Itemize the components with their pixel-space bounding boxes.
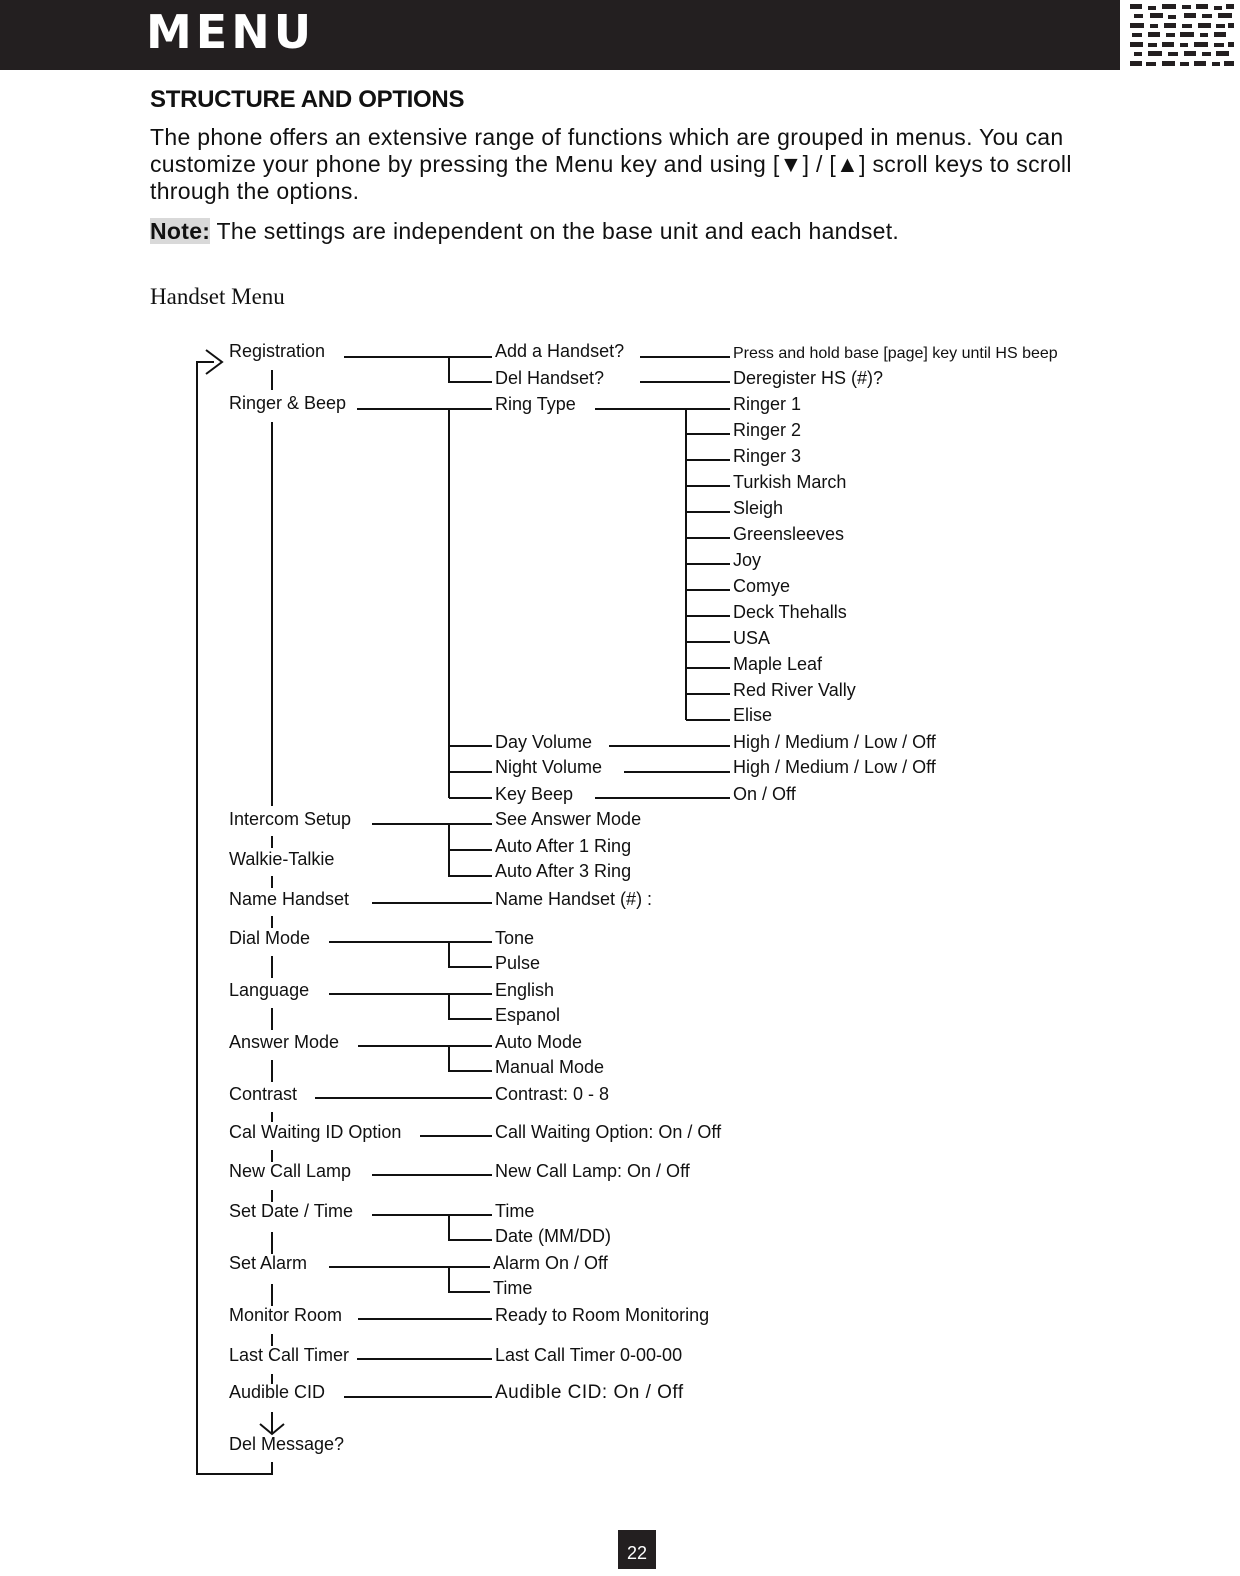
submenu-del-handset: Del Handset? xyxy=(495,368,605,388)
submenu-intercom-option: See Answer Mode xyxy=(495,809,642,829)
ringer-option: Greensleeves xyxy=(733,524,845,544)
menu-item-call-waiting: Cal Waiting ID Option xyxy=(229,1122,402,1142)
detail-add-handset: Press and hold base [page] key until HS beep xyxy=(733,345,1058,362)
menu-item-audible-cid: Audible CID xyxy=(229,1382,326,1402)
page-title: MENU xyxy=(146,5,316,59)
note-text: The settings are independent on the base unit and each handset. xyxy=(210,218,900,244)
detail-day-volume: High / Medium / Low / Off xyxy=(733,732,936,752)
ringer-option: USA xyxy=(733,628,771,648)
menu-item-new-call-lamp: New Call Lamp xyxy=(229,1161,352,1181)
menu-item-name-handset: Name Handset xyxy=(229,889,350,909)
menu-item-language: Language xyxy=(229,980,310,1000)
menu-item-answer-mode: Answer Mode xyxy=(229,1032,340,1052)
handset-menu-heading: Handset Menu xyxy=(150,284,285,309)
submenu-contrast: Contrast: 0 - 8 xyxy=(495,1084,610,1104)
submenu-intercom-option: Auto After 1 Ring xyxy=(495,836,632,856)
submenu-day-volume: Day Volume xyxy=(495,732,593,752)
menu-item-last-call-timer: Last Call Timer xyxy=(229,1345,350,1365)
submenu-language-english: English xyxy=(495,980,555,1000)
ringer-option: Red River Vally xyxy=(733,680,856,700)
menu-item-monitor-room: Monitor Room xyxy=(229,1305,343,1325)
submenu-language-espanol: Espanol xyxy=(495,1005,561,1025)
submenu-set-time: Time xyxy=(495,1201,535,1221)
submenu-key-beep: Key Beep xyxy=(495,784,574,804)
menu-item-dial-mode: Dial Mode xyxy=(229,928,311,948)
menu-item-walkie-talkie: Walkie-Talkie xyxy=(229,849,335,869)
submenu-alarm-time: Time xyxy=(493,1278,533,1298)
intro-paragraph: The phone offers an extensive range of functions which are grouped in menus. You can customize your phone by pressing the Menu key and using [▼] / [▲] scroll keys to scroll through the options. xyxy=(150,124,1072,204)
detail-night-volume: High / Medium / Low / Off xyxy=(733,757,936,777)
submenu-ring-type: Ring Type xyxy=(495,394,576,414)
menu-item-set-date-time: Set Date / Time xyxy=(229,1201,354,1221)
ringer-option: Turkish March xyxy=(733,472,847,492)
ringer-option: Deck Thehalls xyxy=(733,602,847,622)
ringer-option: Sleigh xyxy=(733,498,784,518)
submenu-night-volume: Night Volume xyxy=(495,757,603,777)
submenu-call-waiting: Call Waiting Option: On / Off xyxy=(495,1122,722,1142)
submenu-last-call-timer: Last Call Timer 0-00-00 xyxy=(495,1345,683,1365)
submenu-set-date: Date (MM/DD) xyxy=(495,1226,611,1246)
submenu-answer-manual: Manual Mode xyxy=(495,1057,605,1077)
note-label: Note: xyxy=(150,218,211,244)
submenu-audible-cid: Audible CID: On / Off xyxy=(495,1382,684,1403)
section-heading: STRUCTURE AND OPTIONS xyxy=(150,86,465,113)
submenu-add-handset: Add a Handset? xyxy=(495,341,625,361)
menu-item-ringer-beep: Ringer & Beep xyxy=(229,393,347,413)
submenu-dial-pulse: Pulse xyxy=(495,953,541,973)
page-number: 22 xyxy=(618,1530,656,1569)
ringer-option: Comye xyxy=(733,576,791,596)
submenu-new-call-lamp: New Call Lamp: On / Off xyxy=(495,1161,690,1181)
ringer-option: Joy xyxy=(733,550,762,570)
menu-item-del-message: Del Message? xyxy=(229,1434,345,1454)
submenu-name-handset: Name Handset (#) : xyxy=(495,889,653,909)
ringer-option: Ringer 2 xyxy=(733,420,802,440)
ringer-option: Ringer 1 xyxy=(733,394,802,414)
menu-item-contrast: Contrast xyxy=(229,1084,298,1104)
submenu-monitor-room: Ready to Room Monitoring xyxy=(495,1305,710,1325)
ringer-option: Maple Leaf xyxy=(733,654,823,674)
menu-item-registration: Registration xyxy=(229,341,326,361)
submenu-intercom-option: Auto After 3 Ring xyxy=(495,861,632,881)
ringer-option: Elise xyxy=(733,705,773,725)
submenu-alarm-on-off: Alarm On / Off xyxy=(493,1253,608,1273)
detail-key-beep: On / Off xyxy=(733,784,796,804)
detail-del-handset: Deregister HS (#)? xyxy=(733,368,884,388)
submenu-dial-tone: Tone xyxy=(495,928,535,948)
ringer-option: Ringer 3 xyxy=(733,446,802,466)
submenu-answer-auto: Auto Mode xyxy=(495,1032,583,1052)
menu-item-set-alarm: Set Alarm xyxy=(229,1253,308,1273)
menu-item-intercom-setup: Intercom Setup xyxy=(229,809,352,829)
